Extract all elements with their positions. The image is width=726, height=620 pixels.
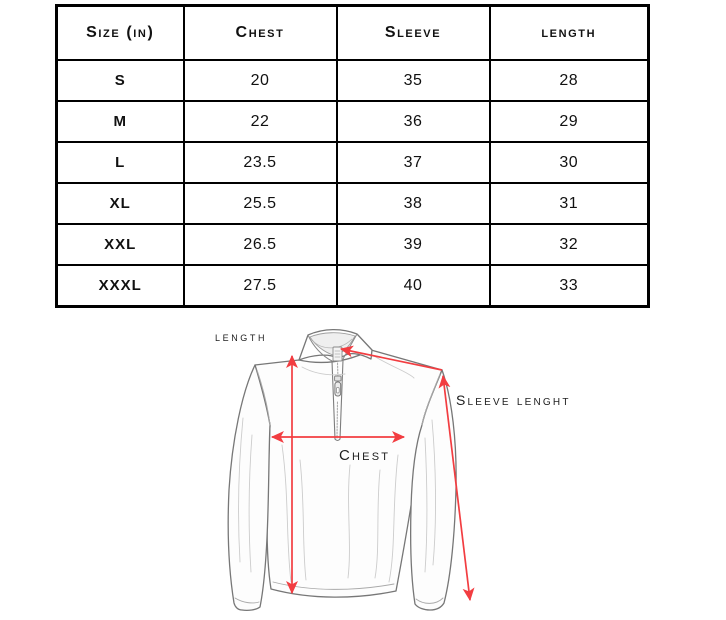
table-row bbox=[57, 265, 649, 307]
chest-cell: 20 bbox=[184, 60, 337, 101]
table-row bbox=[57, 142, 649, 183]
garment-sketch bbox=[228, 330, 456, 611]
sleeve-cell: 39 bbox=[337, 224, 490, 265]
length-cell: 33 bbox=[490, 265, 649, 307]
sleeve-cell: 38 bbox=[337, 183, 490, 224]
length-cell: 28 bbox=[490, 60, 649, 101]
length-cell: 30 bbox=[490, 142, 649, 183]
sleeve-cell: 36 bbox=[337, 101, 490, 142]
length-cell: 29 bbox=[490, 101, 649, 142]
col-header-size: Size (in) bbox=[57, 6, 184, 61]
col-header-chest: Chest bbox=[184, 6, 337, 61]
chest-cell: 26.5 bbox=[184, 224, 337, 265]
table-row bbox=[57, 60, 649, 101]
col-header-length: length bbox=[490, 6, 649, 61]
garment-illustration bbox=[0, 310, 726, 620]
chest-label: Chest bbox=[339, 447, 391, 464]
chest-cell: 27.5 bbox=[184, 265, 337, 307]
table-row bbox=[57, 101, 649, 142]
sleeve-cell: 35 bbox=[337, 60, 490, 101]
table-row bbox=[57, 183, 649, 224]
table-row bbox=[57, 224, 649, 265]
size-cell: L bbox=[57, 142, 184, 183]
length-cell: 32 bbox=[490, 224, 649, 265]
size-cell: XXXL bbox=[57, 265, 184, 307]
size-cell: S bbox=[57, 60, 184, 101]
chest-cell: 23.5 bbox=[184, 142, 337, 183]
header-row bbox=[57, 6, 649, 61]
chest-cell: 25.5 bbox=[184, 183, 337, 224]
size-cell: XXL bbox=[57, 224, 184, 265]
sleeve-length-label: Sleeve lenght bbox=[456, 392, 571, 408]
length-cell: 31 bbox=[490, 183, 649, 224]
sleeve-cell: 40 bbox=[337, 265, 490, 307]
sleeve-cell: 37 bbox=[337, 142, 490, 183]
length-label: length bbox=[215, 329, 268, 344]
col-header-sleeve: Sleeve bbox=[337, 6, 490, 61]
size-cell: M bbox=[57, 101, 184, 142]
size-chart-table bbox=[55, 4, 650, 308]
size-cell: XL bbox=[57, 183, 184, 224]
measurement-diagram bbox=[0, 310, 726, 620]
chest-cell: 22 bbox=[184, 101, 337, 142]
